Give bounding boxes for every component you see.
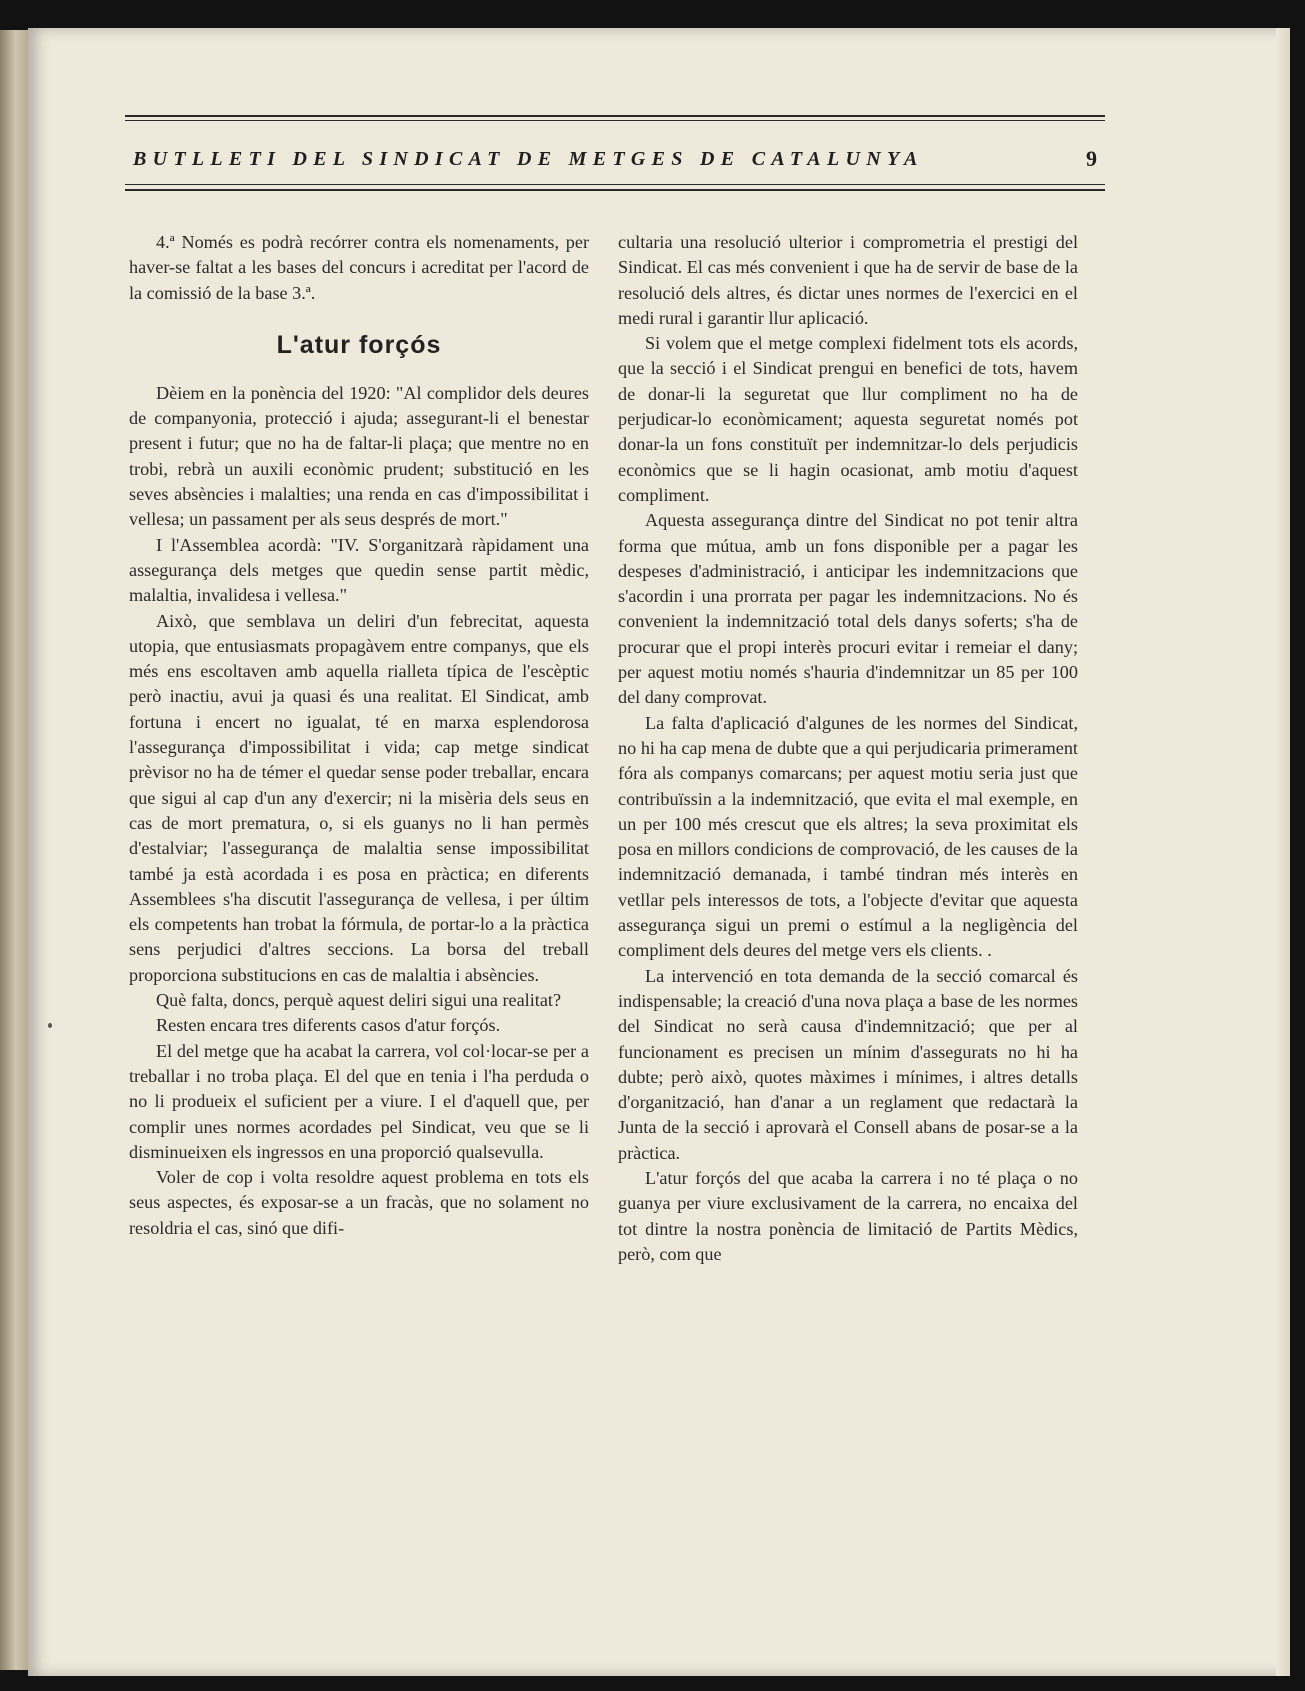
paragraph: L'atur forçós del que acaba la carrera i no té plaça o no guanya per viure exclusivament de la carrera, no encaixa del tot dintre la nostra ponència de limitació de Partits Mèdics, però, com que (618, 1167, 1078, 1264)
column-left (129, 230, 589, 1241)
running-header (125, 115, 1105, 195)
paragraph: 4.ª Només es podrà recórrer contra els nomenaments, per haver-se faltat a les bases del concurs i acreditat per l'acord de la comissió de la base 3.ª. (129, 232, 589, 303)
header-rule-top (125, 115, 1105, 117)
header-rule-top-thin (125, 120, 1105, 121)
paragraph: I l'Assemblea acordà: "IV. S'organitzarà ràpidament una assegurança dels metges que quedin sense partit mèdic, malaltia, invalidesa i vellesa." (129, 534, 589, 606)
previous-page-edge (0, 30, 28, 1670)
paragraph: Aquesta assegurança dintre del Sindicat no pot tenir altra forma que mútua, amb un fons disponible per a pagar les despeses d'administració, i anticipar les indemnitzacions que s'acordin i una prorrata per pagar les indemnitzacions. No és convenient la indemnització total dels danys soferts; s'ha de procurar que el propi interès procuri evitar i remeiar el dany; per aquest motiu només s'hauria d'indemnitzar un 85 per 100 del dany comprovat. (618, 510, 1078, 708)
paragraph: Voler de cop i volta resoldre aquest problema en tots els seus aspectes, és exposar-se a un fracàs, que no solament no resoldria el cas, sinó que difi- (129, 1167, 589, 1238)
paragraph: Això, que semblava un deliri d'un febrecitat, aquesta utopia, que entusiasmats propagàvem entre companys, que els més ens escoltaven amb aquella rialleta típica de l'escèptic però inactiu, avui ja quasi és una realitat. El Sindicat, amb fortuna i encert no igualat, té en marxa esplendorosa l'assegurança d'impossibilitat i vida; cap metge sindicat prèvisor no ha de témer el quedar sense poder treballar, encara que sigui al cap d'un any d'exercir; ni la misèria dels seus en cas de mort prematura, o, si els guanys no li han permès d'estalviar; l'assegurança de malaltia sense impossibilitat també ja està acordada i es posa en pràctica; en diferents Assemblees s'ha discutit l'assegurança de vellesa, i per últim els competents han trobat la fórmula, de portar-lo a la pràctica sens perjudici d'altres seccions. La borsa del treball proporciona substitucions en cas de malaltia i absències. (129, 610, 589, 985)
paragraph: Dèiem en la ponència del 1920: "Al complidor dels deures de companyonia, protecció i ajuda; assegurant-li el benestar present i futur; que no ha de faltar-li plaça; que mentre no en trobi, rebrà un auxili econòmic prudent; substitució en les seves absències i malalties; una renda en cas d'impossibilitat i vellesa; un passament per als seus després de mort." (129, 382, 589, 530)
paragraph: Si volem que el metge complexi fidelment tots els acords, que la secció i el Sindicat prengui en benefici de tots, havem de donar-li la seguretat que llur compliment no ha de perjudicar-lo econòmicament; aquesta seguretat només pot donar-la un fons constituït per indemnitzar-lo dels perjudicis econòmics que se li hagin ocasionat, amb motiu d'aquest compliment. (618, 333, 1078, 505)
column-right (618, 230, 1078, 1267)
header-rule-bottom-thin (125, 184, 1105, 185)
running-title: BUTLLETI DEL SINDICAT DE METGES DE CATALUNYA (133, 148, 924, 170)
paragraph: Què falta, doncs, perquè aquest deliri sigui una realitat? (156, 990, 562, 1011)
paragraph: El del metge que ha acabat la carrera, vol col·locar-se per a treballar i no troba plaça. El del que en tenia i l'ha perduda o no li produeix el suficient per a viure. I el d'aquell que, per complir unes normes acordades pel Sindicat, veu que se li disminueixen els ingressos en una proporció qualsevulla. (129, 1040, 589, 1162)
paragraph: La falta d'aplicació d'algunes de les normes del Sindicat, no hi ha cap mena de dubte que a qui perjudicaria primerament fóra als companys comarcans; per aquest motiu seria just que contribuïssin a la indemnització, que evita el mal exemple, en un per 100 més crescut que els altres; la seva proximitat els posa en millors condicions de comprovació, de les causes de la indemnització demanada, i també tindran més interès en vetllar pels interessos de tots, a l'objecte d'evitar que aquesta assegurança sigui un premi o estímul a la negligència del compliment dels deures del metge vers els clients. . (618, 712, 1078, 961)
section-title: L'atur forçós (276, 330, 442, 359)
page-number: 9 (1086, 146, 1097, 171)
header-rule-bottom (125, 189, 1105, 191)
page-edge-shadow (1276, 28, 1290, 1676)
paragraph: cultaria una resolució ulterior i comprometria el prestigi del Sindicat. El cas més convenient i que ha de servir de base de la resolució dels altres, és dictar unes normes de l'exercici en el medi rural i garantir llur aplicació. (618, 232, 1078, 328)
paragraph: Resten encara tres diferents casos d'atur forçós. (156, 1015, 501, 1036)
paragraph: La intervenció en tota demanda de la secció comarcal és indispensable; la creació d'una nova plaça a base de les normes del Sindicat no serà causa d'indemnització; que per al funcionament es precisen un mínim d'assegurats no hi ha dubte; però això, quotes màximes i mínimes, i altres detalls d'organització, han d'anar a un reglament que redactarà la Junta de la secció i aprovarà el Consell abans de posar-se a la pràctica. (618, 965, 1078, 1163)
margin-mark (48, 1023, 52, 1028)
